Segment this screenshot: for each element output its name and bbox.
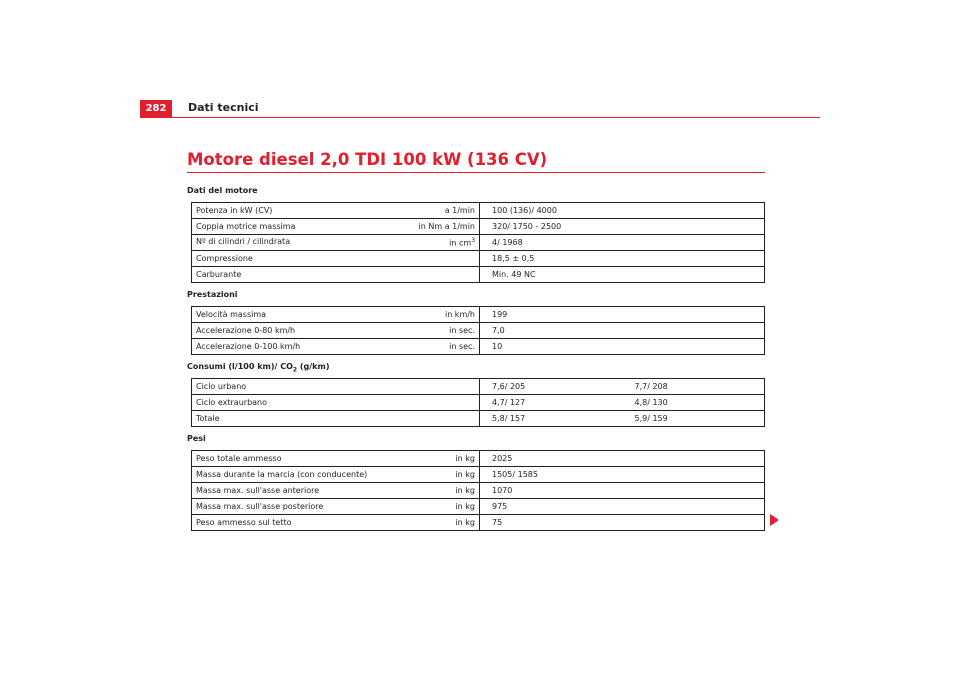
page-number: 282 [140,100,172,118]
consumption-heading [187,362,329,374]
row-label-unit [192,203,480,219]
row-value: 1505/ 1585 [480,467,765,483]
table-row [192,323,765,339]
row-label-unit [192,307,480,323]
row-label-unit [192,499,480,515]
row-unit: in sec. [449,342,475,351]
performance-table [191,306,765,355]
row-label: Ciclo urbano [192,379,480,395]
table-row [192,251,765,267]
row-label-unit [192,219,480,235]
row-label-unit [192,483,480,499]
row-unit: in kg [455,470,475,479]
row-label: Massa max. sull'asse posteriore [196,502,324,511]
consumption-heading-post: (g/km) [297,362,330,371]
consumption-heading-pre: Consumi (l/100 km)/ CO [187,362,293,371]
row-value: 1070 [480,483,765,499]
table-row [192,451,765,467]
title-rule [187,172,765,173]
row-label: Massa durante la marcia (con conducente) [196,470,368,479]
table-row [192,395,765,411]
row-label-unit [192,267,480,283]
row-unit: in kg [455,486,475,495]
table-row [192,219,765,235]
row-value: 18,5 ± 0,5 [480,251,765,267]
table-row [192,339,765,355]
table-row [192,379,765,395]
row-value-2: 4,8/ 130 [623,395,765,411]
row-label-unit [192,515,480,531]
table-row [192,235,765,251]
row-unit: in kg [455,454,475,463]
row-label: Totale [192,411,480,427]
row-value: 4/ 1968 [480,235,765,251]
weights-heading: Pesi [187,434,206,443]
table-row [192,411,765,427]
engine-table [191,202,765,283]
next-page-arrow-icon[interactable] [770,514,779,526]
weights-table [191,450,765,531]
row-unit-group [449,237,475,248]
table-row [192,307,765,323]
row-unit: in sec. [449,326,475,335]
table-row [192,267,765,283]
row-label: Peso ammesso sul tetto [196,518,292,527]
row-unit: in kg [455,502,475,511]
row-label: Accelerazione 0-80 km/h [196,326,296,335]
row-unit: in kg [455,518,475,527]
performance-heading: Prestazioni [187,290,238,299]
row-value: 10 [480,339,765,355]
row-label: Velocità massima [196,310,267,319]
row-unit: a 1/min [444,206,476,215]
row-value: 975 [480,499,765,515]
row-label-unit [192,451,480,467]
row-label: Peso totale ammesso [196,454,282,463]
row-unit-sup: 3 [471,237,476,245]
table-row [192,515,765,531]
row-label-unit [192,251,480,267]
table-row [192,499,765,515]
row-value-1: 5,8/ 157 [480,411,623,427]
engine-heading: Dati del motore [187,186,258,195]
row-label: Compressione [196,254,253,263]
row-label: Ciclo extraurbano [192,395,480,411]
row-value-1: 4,7/ 127 [480,395,623,411]
row-label-unit [192,467,480,483]
header-title: Dati tecnici [188,101,259,114]
row-label: Accelerazione 0-100 km/h [196,342,301,351]
row-label-unit [192,235,480,251]
row-label: Carburante [196,270,242,279]
row-value: 100 (136)/ 4000 [480,203,765,219]
row-value: Min. 49 NC [480,267,765,283]
consumption-heading-sub: 2 [292,366,298,374]
header-rule [140,117,820,118]
row-value: 199 [480,307,765,323]
row-label: Massa max. sull'asse anteriore [196,486,320,495]
table-row [192,203,765,219]
row-label: Coppia motrice massima [196,222,296,231]
table-row [192,483,765,499]
row-unit: in Nm a 1/min [418,222,476,231]
row-value: 2025 [480,451,765,467]
row-value-2: 5,9/ 159 [623,411,765,427]
consumption-table [191,378,765,427]
row-label-unit [192,323,480,339]
table-row [192,467,765,483]
row-label: Potenza in kW (CV) [196,206,273,215]
page-title: Motore diesel 2,0 TDI 100 kW (136 CV) [187,150,548,169]
row-value: 320/ 1750 - 2500 [480,219,765,235]
row-value-2: 7,7/ 208 [623,379,765,395]
row-unit: in cm [449,238,472,248]
row-label-unit [192,339,480,355]
row-value: 7,0 [480,323,765,339]
row-unit: in km/h [444,310,475,319]
row-value: 75 [480,515,765,531]
row-value-1: 7,6/ 205 [480,379,623,395]
page-header [140,100,820,120]
row-label: Nº di cilindri / cilindrata [196,237,291,247]
